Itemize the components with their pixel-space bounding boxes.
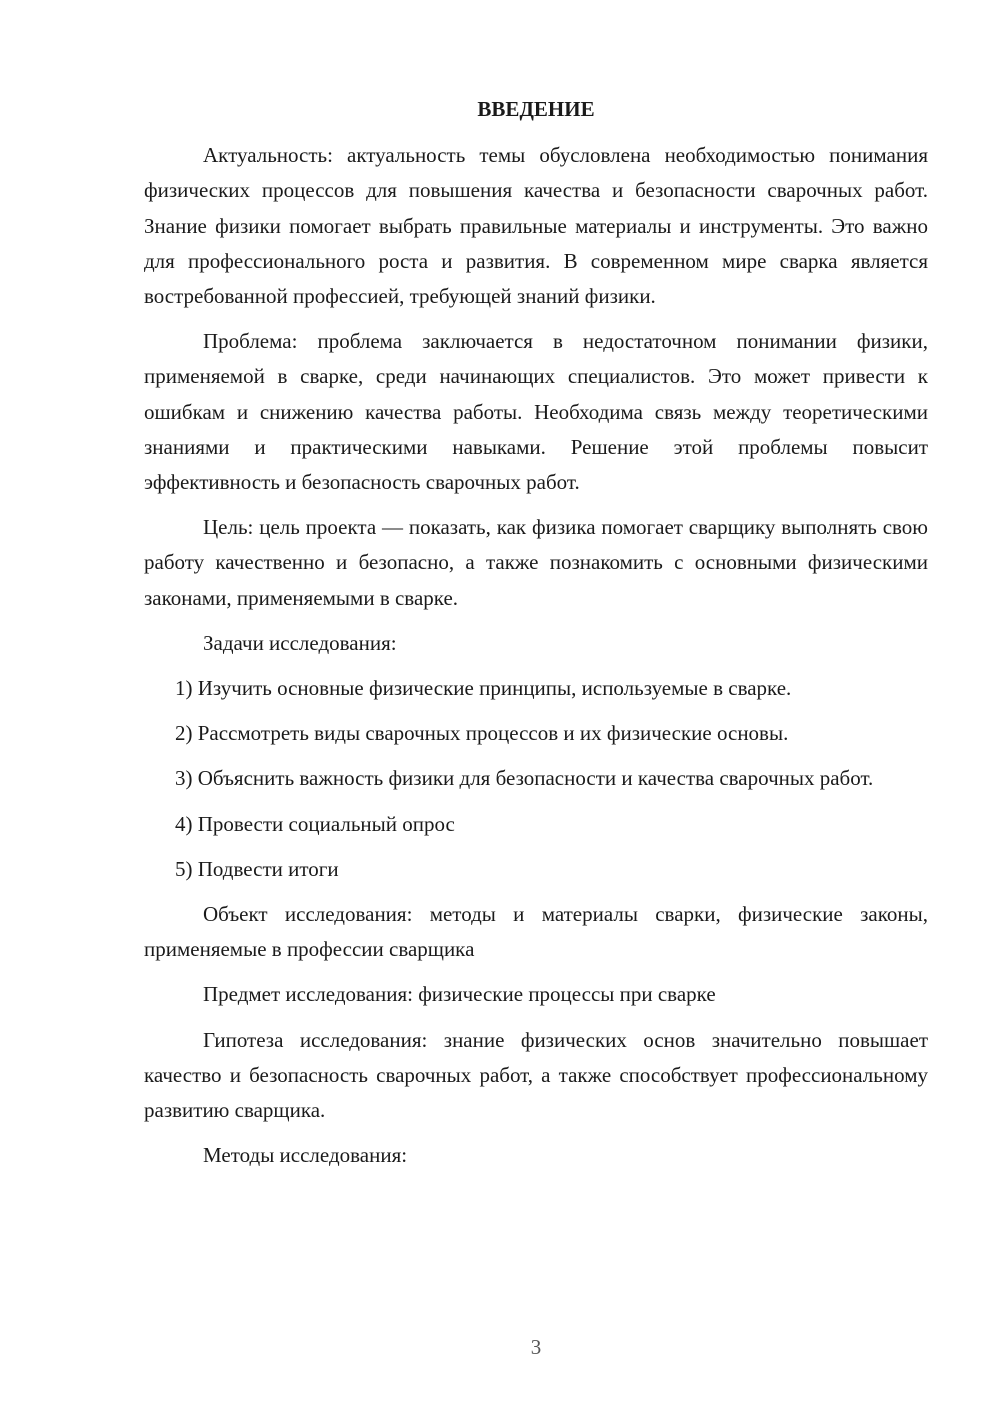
paragraph-problem: Проблема: проблема заключается в недостаточном понимании физики, применяемой в сварке, среди начинающих специалистов. Это может привести к ошибкам и снижению качества работы. Необходима связь между теоретическими знаниями и практическими навыками. Решение этой проблемы повысит эффективность и безопасность сварочных работ. xyxy=(144,329,928,495)
paragraph-subject: Предмет исследования: физические процессы при сварке xyxy=(203,982,716,1007)
paragraph-object: Объект исследования: методы и материалы сварки, физические законы, применяемые в профессии сварщика xyxy=(144,902,928,962)
document-page xyxy=(144,92,928,1183)
page-title: ВВЕДЕНИЕ xyxy=(477,97,595,121)
list-item: 5) Подвести итоги xyxy=(175,856,339,881)
list-item: 1) Изучить основные физические принципы, используемые в сварке. xyxy=(175,676,792,701)
list-item: 3) Объяснить важность физики для безопасности и качества сварочных работ. xyxy=(175,766,874,791)
paragraph-relevance: Актуальность: актуальность темы обусловлена необходимостью понимания физических процессов для повышения качества и безопасности сварочных работ. Знание физики помогает выбрать правильные материалы и инструменты. Это важно для профессионального роста и развития. В современном мире сварка является востребованной профессией, требующей знаний физики. xyxy=(144,143,928,309)
tasks-heading: Задачи исследования: xyxy=(203,630,397,655)
list-item: 2) Рассмотреть виды сварочных процессов и их физические основы. xyxy=(175,721,789,746)
paragraph-hypothesis: Гипотеза исследования: знание физических основ значительно повышает качество и безопасность сварочных работ, а также способствует профессиональному развитию сварщика. xyxy=(144,1027,928,1123)
list-item: 4) Провести социальный опрос xyxy=(175,811,455,836)
methods-heading: Методы исследования: xyxy=(203,1143,408,1168)
tasks-list xyxy=(144,671,928,887)
page-number: 3 xyxy=(530,1335,542,1359)
paragraph-goal: Цель: цель проекта — показать, как физика помогает сварщику выполнять свою работу качественно и безопасно, а также познакомить с основными физическими законами, применяемыми в сварке. xyxy=(144,515,928,610)
